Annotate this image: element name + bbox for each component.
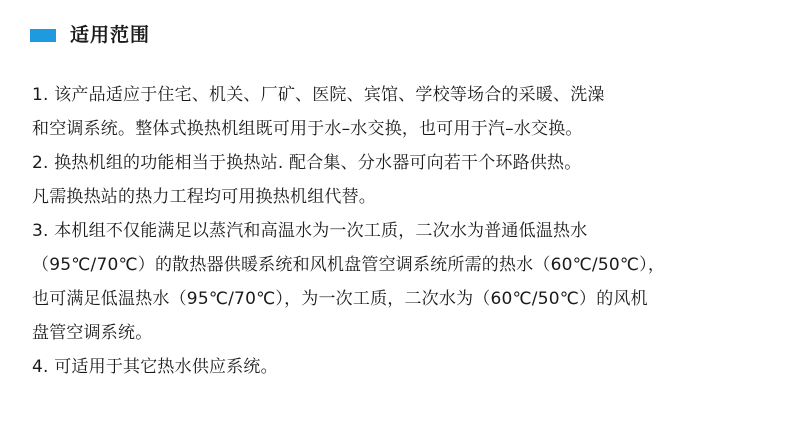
paragraph-line: 凡需换热站的热力工程均可用换热机组代替。 bbox=[32, 187, 376, 207]
content-body bbox=[32, 78, 766, 384]
section-heading bbox=[30, 26, 150, 45]
paragraph-line: 也可满足低温热水（95℃/70℃），为一次工质，二次水为（60℃/50℃）的风机 bbox=[32, 289, 648, 309]
paragraph-item-2 bbox=[32, 146, 766, 214]
paragraph-item-1 bbox=[32, 78, 766, 146]
paragraph-item-4 bbox=[32, 350, 766, 384]
page-title: 适用范围 bbox=[70, 24, 151, 46]
paragraph-line: 1. 该产品适应于住宅、机关、厂矿、医院、宾馆、学校等场合的采暖、洗澡 bbox=[32, 85, 605, 105]
paragraph-line: 3. 本机组不仅能满足以蒸汽和高温水为一次工质，二次水为普通低温热水 bbox=[32, 221, 588, 241]
paragraph-line: （95℃/70℃）的散热器供暖系统和风机盘管空调系统所需的热水（60℃/50℃）， bbox=[32, 255, 666, 275]
blue-square-bullet-icon bbox=[30, 29, 56, 42]
paragraph-line: 和空调系统。整体式换热机组既可用于水–水交换，也可用于汽–水交换。 bbox=[32, 119, 583, 139]
paragraph-line: 2. 换热机组的功能相当于换热站. 配合集、分水器可向若干个环路供热。 bbox=[32, 153, 582, 173]
paragraph-line: 盘管空调系统。 bbox=[32, 323, 153, 343]
paragraph-line: 4. 可适用于其它热水供应系统。 bbox=[32, 357, 278, 377]
paragraph-item-3 bbox=[32, 214, 766, 350]
